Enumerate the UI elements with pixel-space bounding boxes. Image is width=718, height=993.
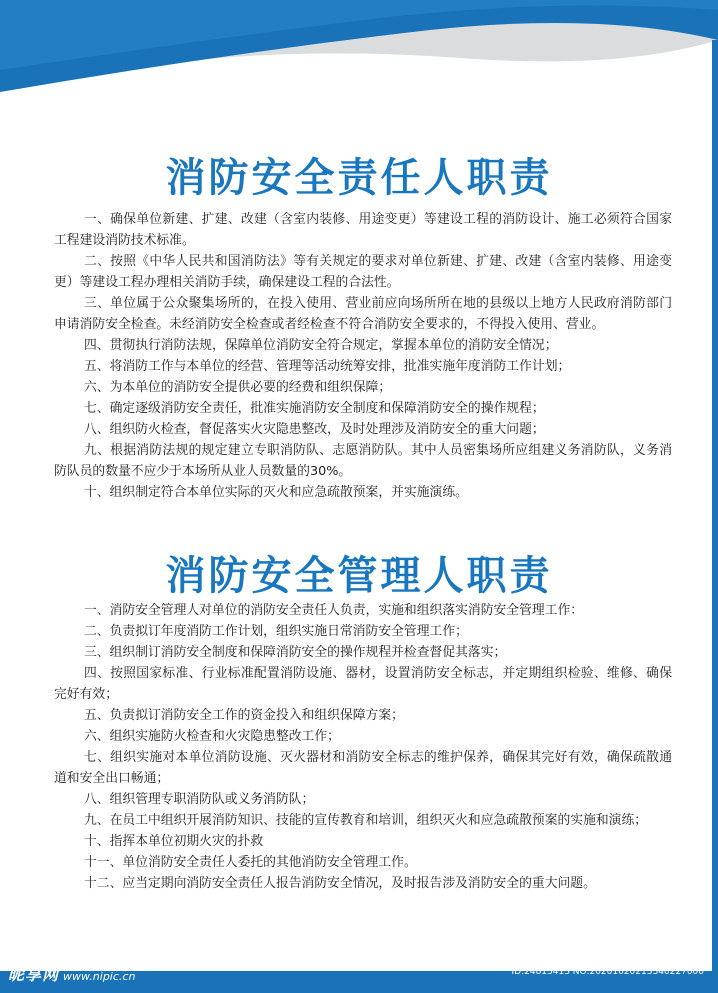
clause-item: 五、将消防工作与本单位的经营、管理等活动统筹安排，批准实施年度消防工作计划； [84,359,571,374]
clause-item: 二、按照《中华人民共和国消防法》等有关规定的要求对单位新建、扩建、改建（含室内装修、用途变更）等建设工程办理相关消防手续，确保建设工程的合法性。 [54,254,672,290]
clause-item: 七、确定逐级消防安全责任，批准实施消防安全制度和保障消防安全的操作规程； [84,401,545,416]
clause-item: 十一、单位消防安全责任人委托的其他消防安全管理工作。 [84,855,417,870]
clause-item: 七、组织实施对本单位消防设施、灭火器材和消防安全标志的维护保养，确保其完好有效，确保疏散通道和安全出口畅通； [54,750,672,786]
header-decoration [0,0,718,110]
manager-title: 消防安全管理人职责 [165,553,553,599]
responsible-person-title: 消防安全责任人职责 [165,155,553,201]
clause-item: 三、组织制订消防安全制度和保障消防安全的操作规程并检查督促其落实； [84,645,507,660]
responsible-person-clauses [54,209,672,503]
watermark-url: www.nipic.cn [63,970,136,983]
clause-item: 六、组织实施防火检查和火灾隐患整改工作； [84,729,340,744]
clause-item: 六、为本单位的消防安全提供必要的经费和组织保障； [84,380,392,395]
clause-item: 八、组织管理专职消防队或义务消防队； [84,792,315,807]
watermark-id: ID:24813413 NO:20201020213340227000 [511,967,704,977]
clause-item: 四、按照国家标准、行业标准配置消防设施、器材，设置消防安全标志，并定期组织检验、维修、确保完好有效； [54,666,672,702]
clause-item: 五、负责拟订消防安全工作的资金投入和组织保障方案； [84,708,404,723]
clause-item: 八、组织防火检查，督促落实火灾隐患整改，及时处理涉及消防安全的重大问题； [84,422,545,437]
clause-item: 十、组织制定符合本单位实际的灭火和应急疏散预案，并实施演练。 [84,485,468,500]
watermark-logo [8,962,135,985]
clause-item: 四、贯彻执行消防法规，保障单位消防安全符合规定，掌握本单位的消防安全情况； [84,338,558,353]
clause-item: 三、单位属于公众聚集场所的，在投入使用、营业前应向场所所在地的县级以上地方人民政府消防部门申请消防安全检查。未经消防安全检查或者经检查不符合消防安全要求的，不得投入使用、营业。 [54,296,672,332]
clause-item: 九、根据消防法规的规定建立专职消防队、志愿消防队。其中人员密集场所应组建义务消防队，义务消防队员的数量不应少于本场所从业人员数量的30%。 [54,443,672,479]
watermark-logo-text: 昵享网 [8,965,60,984]
clause-item: 二、负责拟订年度消防工作计划，组织实施日常消防安全管理工作； [84,624,468,639]
clause-item: 十二、应当定期向消防安全责任人报告消防安全情况，及时报告涉及消防安全的重大问题。 [84,876,596,891]
clause-item: 一、确保单位新建、扩建、改建（含室内装修、用途变更）等建设工程的消防设计、施工必须符合国家工程建设消防技术标准。 [54,212,672,248]
clause-item: 九、在员工中组织开展消防知识、技能的宣传教育和培训，组织灭火和应急疏散预案的实施和演练； [84,813,648,828]
clause-item: 一、消防安全管理人对单位的消防安全责任人负责，实施和组织落实消防安全管理工作： [84,603,584,618]
clause-item: 十、指挥本单位初期火灾的扑救 [84,834,264,849]
manager-clauses [54,600,672,894]
